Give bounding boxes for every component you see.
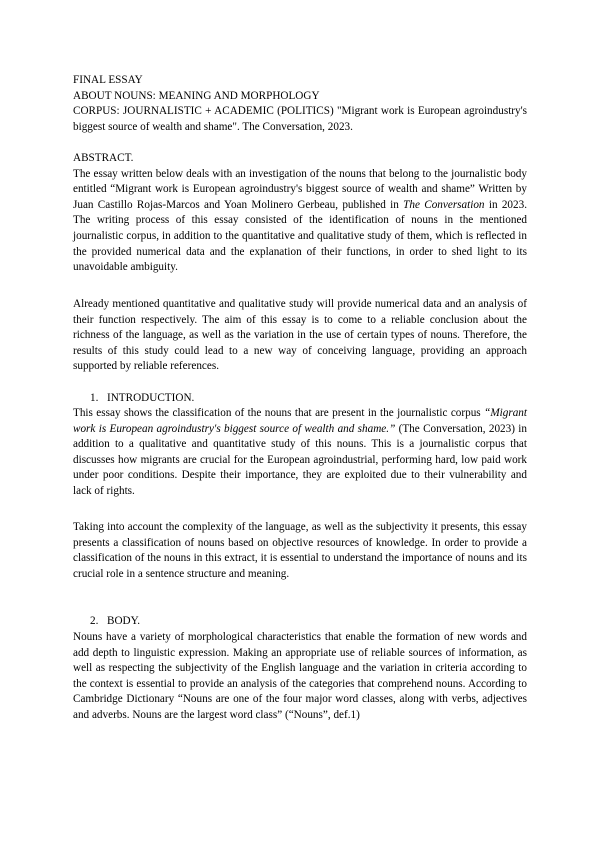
section-number: 2. (90, 615, 99, 627)
essay-header (73, 73, 527, 135)
section-title: BODY. (107, 615, 141, 627)
section-title: INTRODUCTION. (107, 392, 195, 404)
body-paragraph-1: Nouns have a variety of morphological characteristics that enable the formation of new words and add depth to linguistic expression. Making an appropriate use of reliable sources of information, as well as respecting the subjectivity of the English language and the variation in criteria according to the context is essential to provide an analysis of the categories that comprehend nouns. According to Cambridge Dictionary “Nouns are one of the four major word classes, along with verbs, adjectives and adverbs. Nouns are the largest word class” (“Nouns”, def.1) (73, 631, 527, 721)
abstract-section (73, 151, 527, 276)
section-number: 1. (90, 392, 99, 404)
essay-title: ABOUT NOUNS: MEANING AND MORPHOLOGY (73, 89, 320, 102)
abstract-paragraph-1: The essay written below deals with an investigation of the nouns that belong to the journalistic body entitled “Migrant work is European agroindustry's biggest source of wealth and shame” Written by Juan Castillo Rojas-Marcos and Yoan Molinero Gerbeau, published in The Conversation in 2023. The writing process of this essay consisted of the identification of nouns in the mentioned journalistic corpus, in addition to the quantitative and qualitative study of them, which is reflected in the provided numerical data and the explanation of their functions, in order to shed light to its unavoidable ambiguity. (73, 167, 528, 274)
introduction-paragraph-2: Taking into account the complexity of the language, as well as the subjectivity it presents, this essay presents a classification of nouns based on objective resources of knowledge. In order to provide a classification of the nouns in this extract, it is essential to understand the importance of nouns and its crucial role in a sentence structure and meaning. (73, 521, 527, 580)
abstract-paragraph-2: Already mentioned quantitative and qualitative study will provide numerical data and an analysis of their function respectively. The aim of this essay is to come to a reliable conclusion about the richness of the language, as well as the variation in the use of certain types of nouns. Therefore, the results of this study could lead to a new way of conceiving language, providing an approach supported by reliable references. (73, 298, 527, 373)
corpus-title: “Migrant work is European agroindustry's biggest source of wealth and shame.” (73, 407, 527, 435)
corpus-reference: CORPUS: JOURNALISTIC + ACADEMIC (POLITICS) "Migrant work is European agroindustry's biggest source of wealth and shame". The Conversation, 2023. (73, 105, 527, 133)
essay-label: FINAL ESSAY (73, 74, 143, 86)
introduction-paragraph-1: This essay shows the classification of the nouns that are present in the journalistic corpus “Migrant work is European agroindustry's biggest source of wealth and shame.” (The Conversation, 2023) in addition to a qualitative and quantitative study of this nouns. This is a journalistic corpus that discusses how migrants are crucial for the European agroindustrial, performing hard, low paid work under poor conditions. Despite their importance, they are exploited due to their vulnerability and lack of rights. (73, 407, 527, 497)
abstract-heading: ABSTRACT. (73, 152, 134, 164)
publication-name: The Conversation (403, 198, 485, 211)
